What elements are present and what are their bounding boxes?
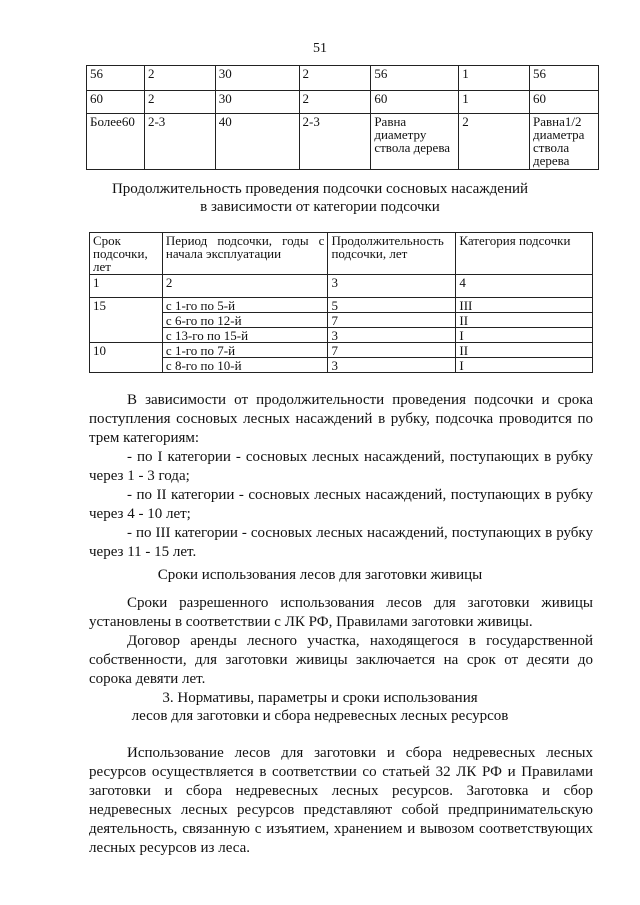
- category-cell: III: [456, 298, 593, 313]
- table-cell: 2-3: [144, 114, 215, 170]
- column-header: Срок подсочки, лет: [90, 233, 163, 275]
- column-number-row: [90, 275, 593, 298]
- duration-cell: 3: [328, 358, 456, 373]
- period-cell: с 13-го по 15-й: [162, 328, 328, 343]
- duration-cell: 7: [328, 343, 456, 358]
- table-row: [90, 328, 593, 343]
- paragraph-text: Договор аренды лесного участка, находящегося в государственной собственности, для заготовки живицы заключается на срок от десяти до сорока девяти лет.: [89, 633, 593, 687]
- column-number: 3: [328, 275, 456, 298]
- term-cell: 10: [90, 343, 163, 373]
- table-header-row: [90, 233, 593, 275]
- table-cell: 60: [530, 91, 599, 114]
- tapping-duration-table: [89, 232, 593, 373]
- period-cell: с 1-го по 7-й: [162, 343, 328, 358]
- resin-terms-paragraph: [89, 594, 593, 689]
- non-timber-paragraph: [89, 744, 593, 858]
- period-cell: с 1-го по 5-й: [162, 298, 328, 313]
- duration-cell: 7: [328, 313, 456, 328]
- column-header: Категория подсочки: [456, 233, 593, 275]
- table-cell: 40: [215, 114, 299, 170]
- categories-paragraph: [89, 391, 593, 562]
- table-cell: 2: [299, 66, 371, 91]
- table-cell: 2: [459, 114, 530, 170]
- table-cell: 56: [87, 66, 145, 91]
- table-cell: Более60: [87, 114, 145, 170]
- list-item: - по III категории - сосновых лесных насаждений, поступающих в рубку через 11 - 15 лет.: [89, 525, 593, 560]
- table-row: [90, 358, 593, 373]
- table-cell: 1: [459, 66, 530, 91]
- heading-line: в зависимости от категории подсочки: [200, 199, 440, 215]
- table-row: [87, 114, 599, 170]
- category-cell: I: [456, 328, 593, 343]
- category-cell: II: [456, 313, 593, 328]
- section-heading: [0, 180, 640, 216]
- table-cell: 2: [144, 66, 215, 91]
- table-cell: 1: [459, 91, 530, 114]
- section-heading: [0, 689, 640, 725]
- table-cell: 56: [371, 66, 459, 91]
- table-continuation: [86, 65, 599, 170]
- paragraph-text: Использование лесов для заготовки и сбора недревесных лесных ресурсов осуществляется в соответствии со статьей 32 ЛК РФ и Правилами заготовки и сбора недревесных лесных ресурсов. Заготовка и сбор недревесных лесных ресурсов представляют собой предпринимательскую деятельность, связанную с изъятием, хранением и вывозом соответствующих лесных ресурсов из леса.: [89, 745, 593, 856]
- page-number: 51: [313, 41, 327, 56]
- table-row: [90, 298, 593, 313]
- category-cell: II: [456, 343, 593, 358]
- section-heading: Сроки использования лесов для заготовки живицы: [157, 567, 483, 583]
- column-number: 2: [162, 275, 328, 298]
- heading-line: 3. Нормативы, параметры и сроки использования: [162, 690, 478, 706]
- table-row: [90, 343, 593, 358]
- table-cell: 30: [215, 66, 299, 91]
- heading-line: Продолжительность проведения подсочки сосновых насаждений: [111, 181, 529, 197]
- table-cell: 2-3: [299, 114, 371, 170]
- table-cell: 2: [144, 91, 215, 114]
- table-row: [87, 91, 599, 114]
- column-number: 1: [90, 275, 163, 298]
- period-cell: с 8-го по 10-й: [162, 358, 328, 373]
- paragraph-text: В зависимости от продолжительности проведения подсочки и срока поступления сосновых лесных насаждений в рубку, подсочка проводится по трем категориям:: [89, 392, 593, 446]
- table-cell: 2: [299, 91, 371, 114]
- paragraph-text: Сроки разрешенного использования лесов для заготовки живицы установлены в соответствии с ЛК РФ, Правилами заготовки живицы.: [89, 595, 593, 630]
- table-cell: Равна1/2 диаметра ствола дерева: [530, 114, 599, 170]
- term-cell: 15: [90, 298, 163, 343]
- list-item: - по II категории - сосновых лесных насаждений, поступающих в рубку через 4 - 10 лет;: [89, 487, 593, 522]
- table-cell: 56: [530, 66, 599, 91]
- column-header: Продолжительность подсочки, лет: [328, 233, 456, 275]
- column-header: Период подсочки, годы с начала эксплуатации: [162, 233, 328, 275]
- period-cell: с 6-го по 12-й: [162, 313, 328, 328]
- table-row: [87, 66, 599, 91]
- table-cell: 30: [215, 91, 299, 114]
- duration-cell: 5: [328, 298, 456, 313]
- column-number: 4: [456, 275, 593, 298]
- list-item: - по I категории - сосновых лесных насаждений, поступающих в рубку через 1 - 3 года;: [89, 449, 593, 484]
- table-row: [90, 313, 593, 328]
- table-cell: Равна диаметру ствола дерева: [371, 114, 459, 170]
- table-cell: 60: [87, 91, 145, 114]
- category-cell: I: [456, 358, 593, 373]
- duration-cell: 3: [328, 328, 456, 343]
- table-cell: 60: [371, 91, 459, 114]
- heading-line: лесов для заготовки и сбора недревесных лесных ресурсов: [131, 708, 509, 724]
